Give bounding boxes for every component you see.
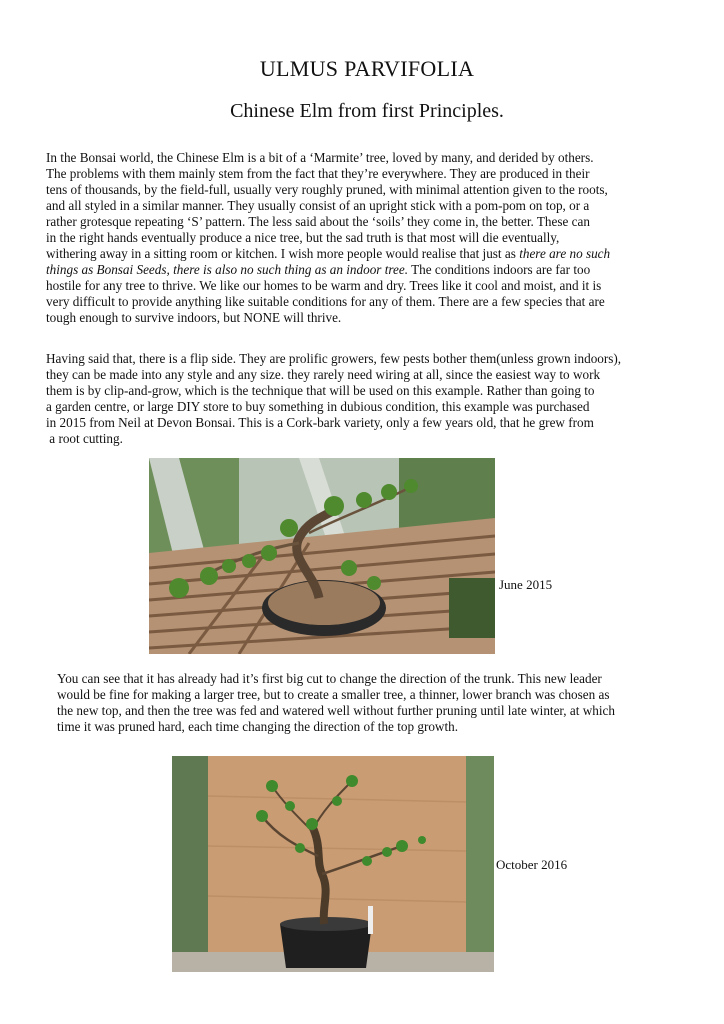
- photo-caption: June 2015: [499, 577, 553, 592]
- second-paragraph: [46, 351, 706, 447]
- text-line: You can see that it has already had it’s first big cut to change the direction of the trunk. This new leader: [57, 671, 602, 686]
- text-line: in 2015 from Neil at Devon Bonsai. This is a Cork-bark variety, only a few years old, that he grew from: [46, 415, 594, 430]
- text-line: tough enough to survive indoors, but NONE will thrive.: [46, 310, 342, 325]
- text-line: time it was pruned hard, each time changing the direction of the top growth.: [57, 719, 459, 734]
- intro-paragraph: [46, 150, 706, 326]
- photo-caption: October 2016: [496, 857, 568, 872]
- text-line: [46, 262, 706, 278]
- text-line: In the Bonsai world, the Chinese Elm is a bit of a ‘Marmite’ tree, loved by many, and derided by others.: [46, 150, 594, 165]
- greenhouse-tree-photo: [149, 458, 495, 654]
- photo-june-2015: [149, 458, 495, 654]
- page-subtitle: Chinese Elm from first Principles.: [230, 100, 504, 122]
- text-line: The problems with them mainly stem from the fact that they’re everywhere. They are produced in their: [46, 166, 590, 181]
- text-line: them is by clip-and-grow, which is the technique that will be used on this example. Rather than going to: [46, 383, 595, 398]
- text-line: tens of thousands, by the field-full, usually very roughly pruned, with minimal attention given to the roots,: [46, 182, 608, 197]
- third-paragraph: [57, 671, 707, 735]
- text-line: a garden centre, or large DIY store to buy something in dubious condition, this example was purchased: [46, 399, 590, 414]
- italic-emphasis: there are no such: [519, 246, 611, 261]
- text-line: very difficult to provide anything like suitable conditions for any of them. There are a few species that are: [46, 294, 605, 309]
- text-segment: withering away in a sitting room or kitchen. I wish more people would realise that just as: [46, 246, 520, 261]
- text-line: and all styled in a similar manner. They usually consist of an upright stick with a pom-pom on top, or a: [46, 198, 590, 213]
- text-line: they can be made into any style and any size. they rarely need wiring at all, since the easiest way to work: [46, 367, 601, 382]
- text-line: the new top, and then the tree was fed and watered well without further pruning until late winter, at which: [57, 703, 615, 718]
- page-title: ULMUS PARVIFOLIA: [259, 56, 475, 81]
- text-line: hostile for any tree to thrive. We like our homes to be warm and dry. Trees like it cool and moist, and it is: [46, 278, 602, 293]
- pruned-tree-photo: [172, 756, 494, 972]
- text-line: rather grotesque repeating ‘S’ pattern. The less said about the ‘soils’ they come in, the better. These can: [46, 214, 590, 229]
- text-line: would be fine for making a larger tree, but to create a smaller tree, a thinner, lower branch was chosen as: [57, 687, 610, 702]
- italic-emphasis: things as Bonsai Seeds, there is also no such thing as an indoor tree.: [46, 262, 409, 277]
- text-segment: The conditions indoors are far too: [408, 262, 591, 277]
- text-line: [46, 246, 706, 262]
- text-line: in the right hands eventually produce a nice tree, but the sad truth is that most will die eventually,: [46, 230, 560, 245]
- text-line: a root cutting.: [46, 431, 123, 446]
- text-line: Having said that, there is a flip side. They are prolific growers, few pests bother them(unless grown indoors),: [46, 351, 622, 366]
- photo-october-2016: [172, 756, 494, 972]
